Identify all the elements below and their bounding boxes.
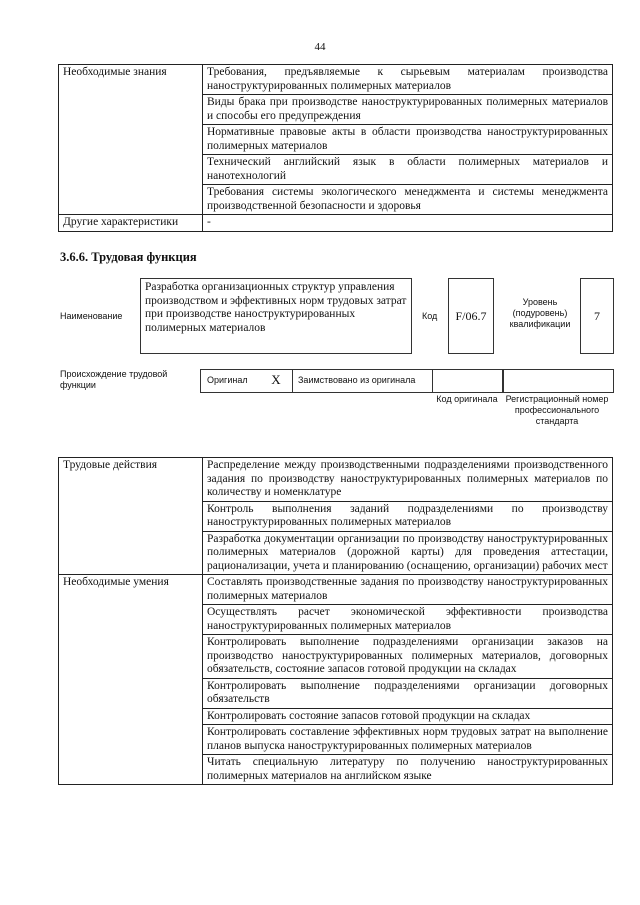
table-cell: Читать специальную литературу по получению наноструктурированных полимерных материалов на английском языке — [203, 755, 613, 785]
table-row — [59, 458, 613, 502]
level-label: Уровень (подуровень) квалификации — [509, 297, 571, 329]
reg-caption: Регистрационный номер профессионального стандарта — [505, 394, 609, 426]
table-cell: Распределение между производственными подразделениями производственного задания по производству наноструктурированных полимерных материалов по количеству и номенклатуре — [203, 458, 613, 502]
borrowed-label: Заимствовано из оригинала — [298, 375, 416, 385]
row-label: Необходимые знания — [59, 65, 203, 215]
origin-label: Происхождение трудовой функции — [60, 369, 168, 390]
original-label: Оригинал — [207, 375, 248, 385]
table-cell: Составлять производственные задания по производству наноструктурированных полимерных материалов — [203, 575, 613, 605]
original-mark: X — [271, 372, 281, 387]
level-value-box: 7 — [580, 278, 614, 354]
table-cell: Контролировать составление эффективных норм трудовых затрат на выполнение планов выпуска наноструктурированных полимерных материалов — [203, 725, 613, 755]
table-cell: Осуществлять расчет экономической эффективности производства наноструктурированных полимерных материалов — [203, 605, 613, 635]
table-cell: Контролировать выполнение подразделениями организации договорных обязательств — [203, 678, 613, 708]
reg-number-box — [502, 369, 614, 393]
table-cell: Контролировать выполнение подразделениями организации заказов на производство наноструктурированных полимерных материалов, договорных обязательств, состояние запасов готовой продукции на складах — [203, 635, 613, 679]
table-cell: Контроль выполнения заданий подразделениями по производству наноструктурированных полимерных материалов — [203, 501, 613, 531]
table-row — [59, 65, 613, 95]
table-row — [59, 575, 613, 605]
table-cell: Виды брака при производстве наноструктурированных полимерных материалов и способы его предупреждения — [203, 95, 613, 125]
table-cell: Технический английский язык в области полимерных материалов и нанотехнологий — [203, 155, 613, 185]
table-cell: Разработка документации организации по производству наноструктурированных полимерных материалов (дорожной карты) для проведения аттестации, рационализации, учета и планированию (оснащению, организации) рабочих мест — [203, 531, 613, 575]
table-cell: - — [203, 215, 613, 232]
code-caption: Код оригинала — [436, 394, 498, 404]
table-cell: Нормативные правовые акты в области производства наноструктурированных полимерных материалов — [203, 125, 613, 155]
divider — [292, 369, 293, 392]
code-label: Код — [422, 311, 438, 321]
table-row — [59, 215, 613, 232]
section-title: 3.6.6. Трудовая функция — [60, 250, 197, 264]
actions-skills-table — [58, 457, 613, 785]
table-cell: Контролировать состояние запасов готовой продукции на складах — [203, 708, 613, 725]
row-label: Другие характеристики — [59, 215, 203, 232]
divider — [432, 369, 433, 392]
row-label: Трудовые действия — [59, 458, 203, 575]
row-label: Необходимые умения — [59, 575, 203, 785]
knowledge-table — [58, 64, 613, 232]
page-number: 44 — [314, 41, 326, 53]
name-label: Наименование — [60, 311, 123, 321]
function-name-box: Разработка организационных структур управления производством и эффективных норм трудовых затрат при производстве наноструктурированных полимерных материалов — [140, 278, 412, 354]
function-code-box: F/06.7 — [448, 278, 494, 354]
table-cell: Требования системы экологического менеджмента и системы менеджмента производственной безопасности и здоровья — [203, 185, 613, 215]
table-cell: Требования, предъявляемые к сырьевым материалам производства наноструктурированных полимерных материалов — [203, 65, 613, 95]
